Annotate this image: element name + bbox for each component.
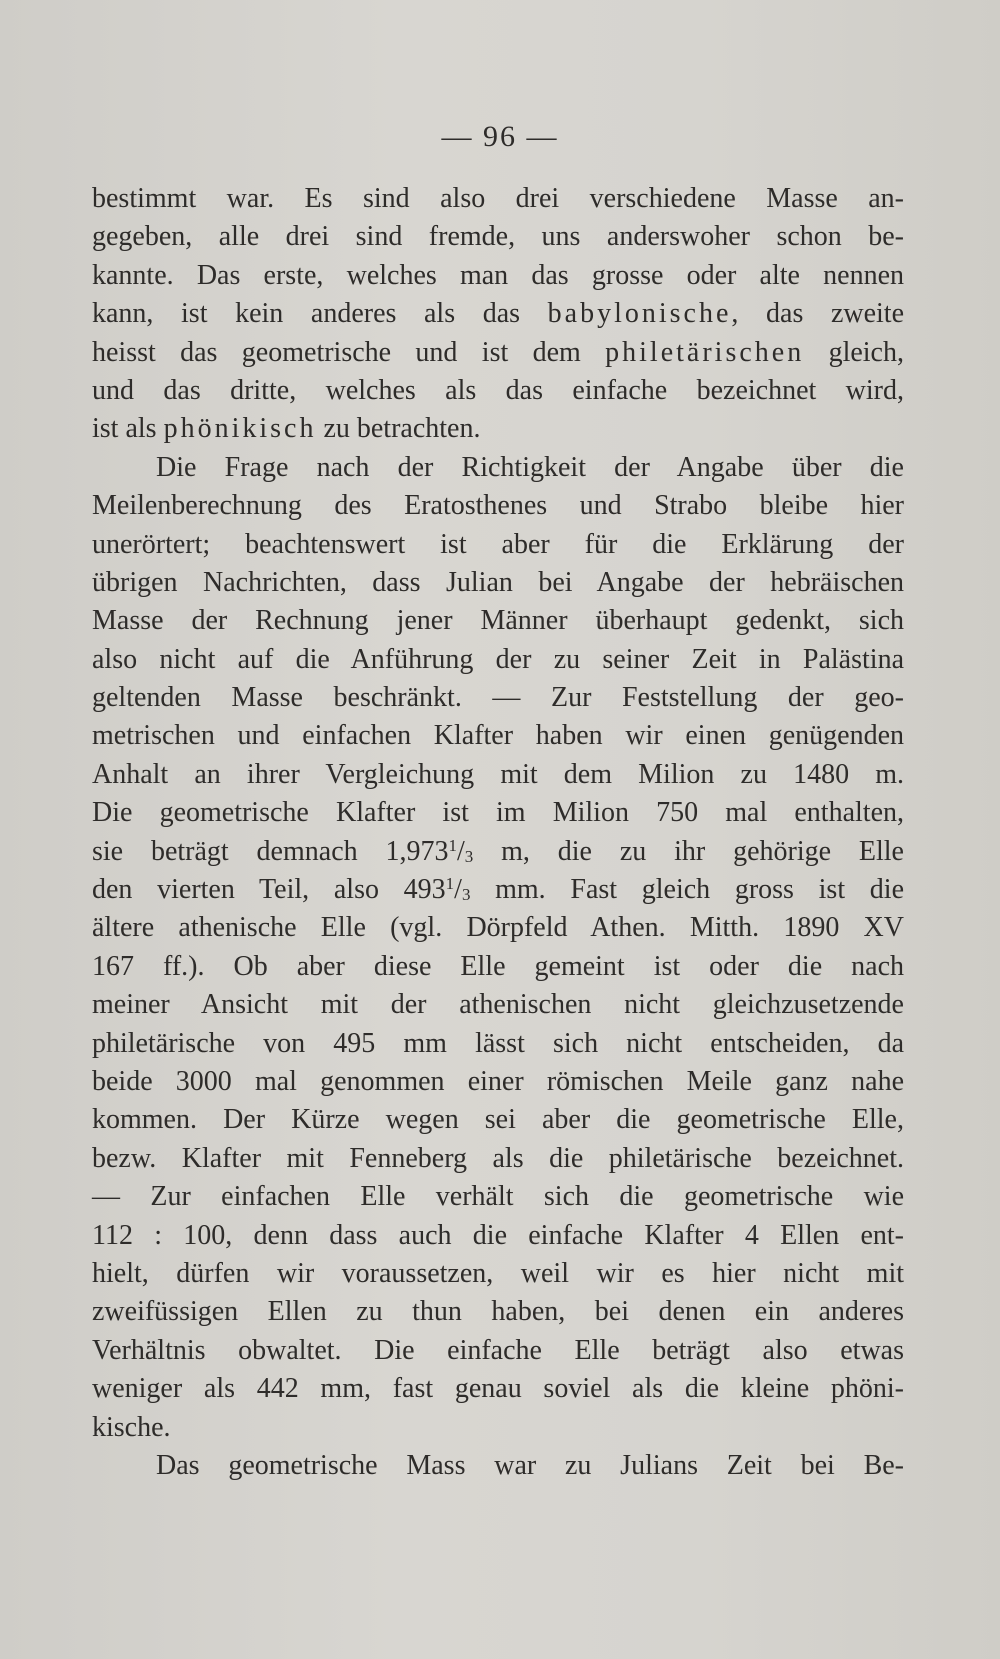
text-line: Meilenberechnung des Eratosthenes und Strabo bleibe hier: [92, 490, 904, 522]
text-line: Die Frage nach der Richtigkeit der Angabe über die: [156, 451, 904, 483]
text-line: metrischen und einfachen Klafter haben wir einen genügenden: [92, 720, 904, 752]
spaced-word: babylonische: [547, 298, 732, 330]
text-line: beide 3000 mal genommen einer römischen Meile ganz nahe: [92, 1065, 904, 1097]
text-line: bezw. Klafter mit Fenneberg als die philetärische bezeichnet.: [92, 1142, 904, 1174]
text-line: kann, ist kein anderes als das babylonische, das zweite: [92, 298, 904, 330]
fraction-denominator: 3: [464, 846, 474, 866]
fraction-slash: /: [456, 835, 465, 867]
text-line: und das dritte, welches als das einfache bezeichnet wird,: [92, 374, 904, 406]
text-line: bestimmt war. Es sind also drei verschiedene Masse an-: [92, 183, 904, 214]
text-line: ist als phönikisch zu betrachten.: [92, 413, 481, 445]
fraction-numerator: 1: [445, 874, 455, 894]
fraction-slash: /: [454, 874, 462, 906]
text-line: ältere athenische Elle (vgl. Dörpfeld Athen. Mitth. 1890 XV: [92, 912, 904, 944]
text-line: — Zur einfachen Elle verhält sich die geometrische wie: [92, 1181, 904, 1213]
text-line: kannte. Das erste, welches man das grosse oder alte nennen: [92, 259, 904, 291]
text-line: Das geometrische Mass war zu Julians Zeit bei Be-: [156, 1449, 904, 1481]
page-number: — 96 —: [441, 120, 559, 153]
text-line: 167 ff.). Ob aber diese Elle gemeint ist oder die nach: [92, 950, 904, 982]
text-line: kische.: [92, 1411, 171, 1443]
body-text: [92, 180, 904, 1485]
text-line: heisst das geometrische und ist dem philetärischen gleich,: [92, 336, 904, 368]
text-line: meiner Ansicht mit der athenischen nicht gleichzusetzende: [92, 989, 904, 1021]
text-line: gegeben, alle drei sind fremde, uns anderswoher schon be-: [92, 221, 904, 253]
text-line: hielt, dürfen wir voraussetzen, weil wir es hier nicht mit: [92, 1257, 904, 1289]
text-line: Die geometrische Klafter ist im Milion 750 mal enthalten,: [92, 797, 904, 829]
text-line: also nicht auf die Anführung der zu seiner Zeit in Palästina: [92, 643, 904, 675]
text-line: Verhältnis obwaltet. Die einfache Elle beträgt also etwas: [92, 1334, 904, 1366]
text-line: übrigen Nachrichten, dass Julian bei Angabe der hebräischen: [92, 566, 904, 598]
text-line: philetärische von 495 mm lässt sich nicht entscheiden, da: [92, 1027, 904, 1059]
text-line: den vierten Teil, also $493^1/_3$ mm. Fast gleich gross ist die: [92, 874, 904, 906]
fraction-numerator: 1: [448, 835, 457, 855]
spaced-word: phönikisch: [163, 413, 317, 445]
text-line: kommen. Der Kürze wegen sei aber die geometrische Elle,: [92, 1104, 904, 1136]
text-line: sie beträgt demnach $1,973^1/_3$ m, die zu ihr gehörige Elle: [92, 835, 904, 867]
text-line: Anhalt an ihrer Vergleichung mit dem Milion zu 1480 m.: [92, 758, 904, 790]
text-line: Masse der Rechnung jener Männer überhaupt gedenkt, sich: [92, 605, 904, 637]
text-line: 112 : 100, denn dass auch die einfache Klafter 4 Ellen ent-: [92, 1219, 904, 1251]
text-line: unerörtert; beachtenswert ist aber für die Erklärung der: [92, 528, 904, 560]
spaced-word: philetärischen: [605, 336, 805, 368]
text-line: geltenden Masse beschränkt. — Zur Feststellung der geo-: [92, 682, 904, 714]
text-line: zweifüssigen Ellen zu thun haben, bei denen ein anderes: [92, 1296, 904, 1328]
text-line: weniger als 442 mm, fast genau soviel als die kleine phöni-: [92, 1373, 904, 1405]
fraction-denominator: 3: [461, 885, 471, 905]
